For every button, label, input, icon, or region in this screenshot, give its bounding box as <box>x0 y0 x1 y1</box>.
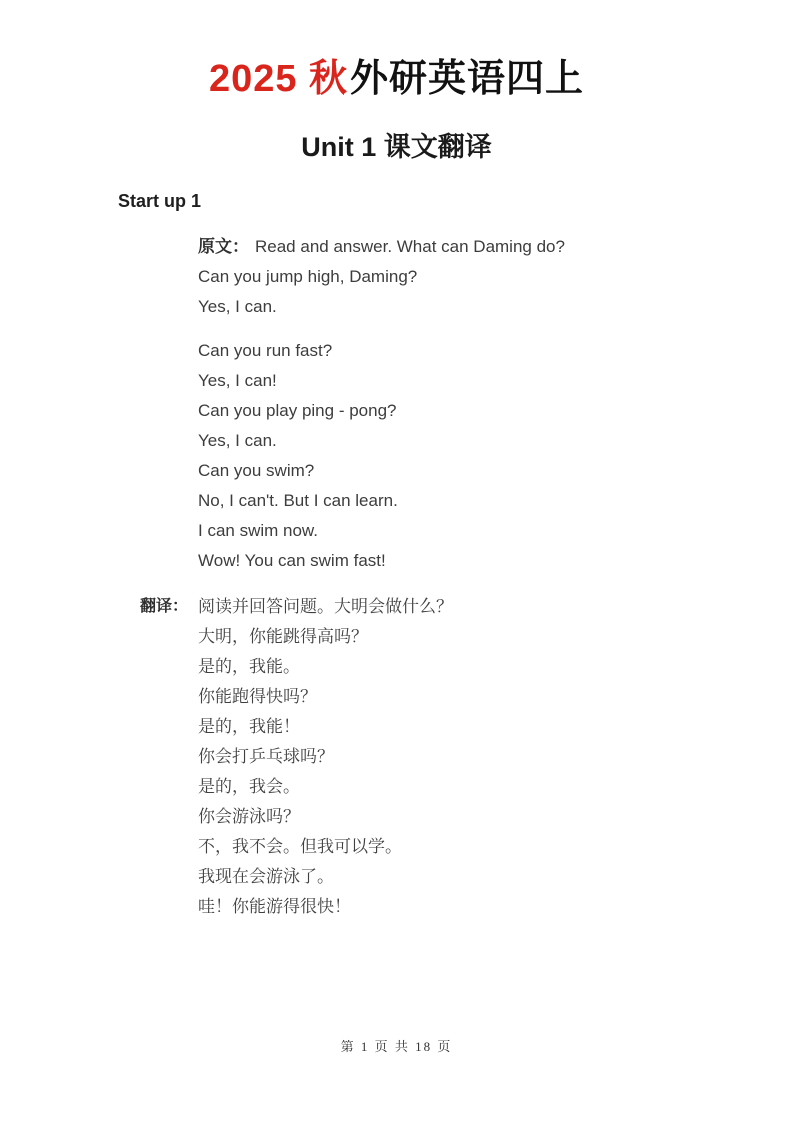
original-line: No, I can't. But I can learn. <box>198 491 398 510</box>
original-line: Can you play ping - pong? <box>198 401 397 420</box>
original-line: Wow! You can swim fast! <box>198 551 386 570</box>
translation-line: 我现在会游泳了。 <box>198 867 334 886</box>
section-heading: Start up 1 <box>118 191 202 211</box>
translation-line: 不，我不会。但我可以学。 <box>198 837 402 856</box>
page-footer <box>0 1036 793 1055</box>
original-label: 原文： <box>198 237 249 256</box>
original-line: Yes, I can. <box>198 431 277 450</box>
translation-line-text: 阅读并回答问题。大明会做什么？ <box>198 597 453 616</box>
translation-line: 是的，我能。 <box>198 657 300 676</box>
title-course-name: 外研英语四上 <box>350 58 585 100</box>
original-text-section <box>198 232 793 576</box>
original-line: Yes, I can! <box>198 371 277 390</box>
translation-line: 你能跑得快吗？ <box>198 687 317 706</box>
translation-line: 是的，我能！ <box>198 717 300 736</box>
original-line: I can swim now. <box>198 521 318 540</box>
original-line: Can you swim? <box>198 461 315 480</box>
paragraph-gap <box>198 322 793 336</box>
page-number-text: 第 1 页 共 18 页 <box>340 1039 453 1054</box>
original-line <box>198 232 793 262</box>
original-line: Can you jump high, Daming? <box>198 267 418 286</box>
original-line-text: Read and answer. What can Daming do? <box>255 237 565 256</box>
translation-line: 是的，我会。 <box>198 777 300 796</box>
translation-label: 翻译： <box>140 598 189 615</box>
translation-line: 你会打乒乓球吗？ <box>198 747 334 766</box>
original-line: Can you run fast? <box>198 341 333 360</box>
translation-line: 大明，你能跳得高吗？ <box>198 627 368 646</box>
original-line: Yes, I can. <box>198 297 277 316</box>
page-title <box>0 56 793 102</box>
translation-line: 哇！你能游得很快！ <box>198 897 351 916</box>
translation-line <box>140 592 793 622</box>
translation-line: 你会游泳吗？ <box>198 807 300 826</box>
title-year-season: 2025 秋 <box>208 58 349 100</box>
translation-section <box>140 592 793 922</box>
unit-subtitle: Unit 1 课文翻译 <box>301 132 492 162</box>
